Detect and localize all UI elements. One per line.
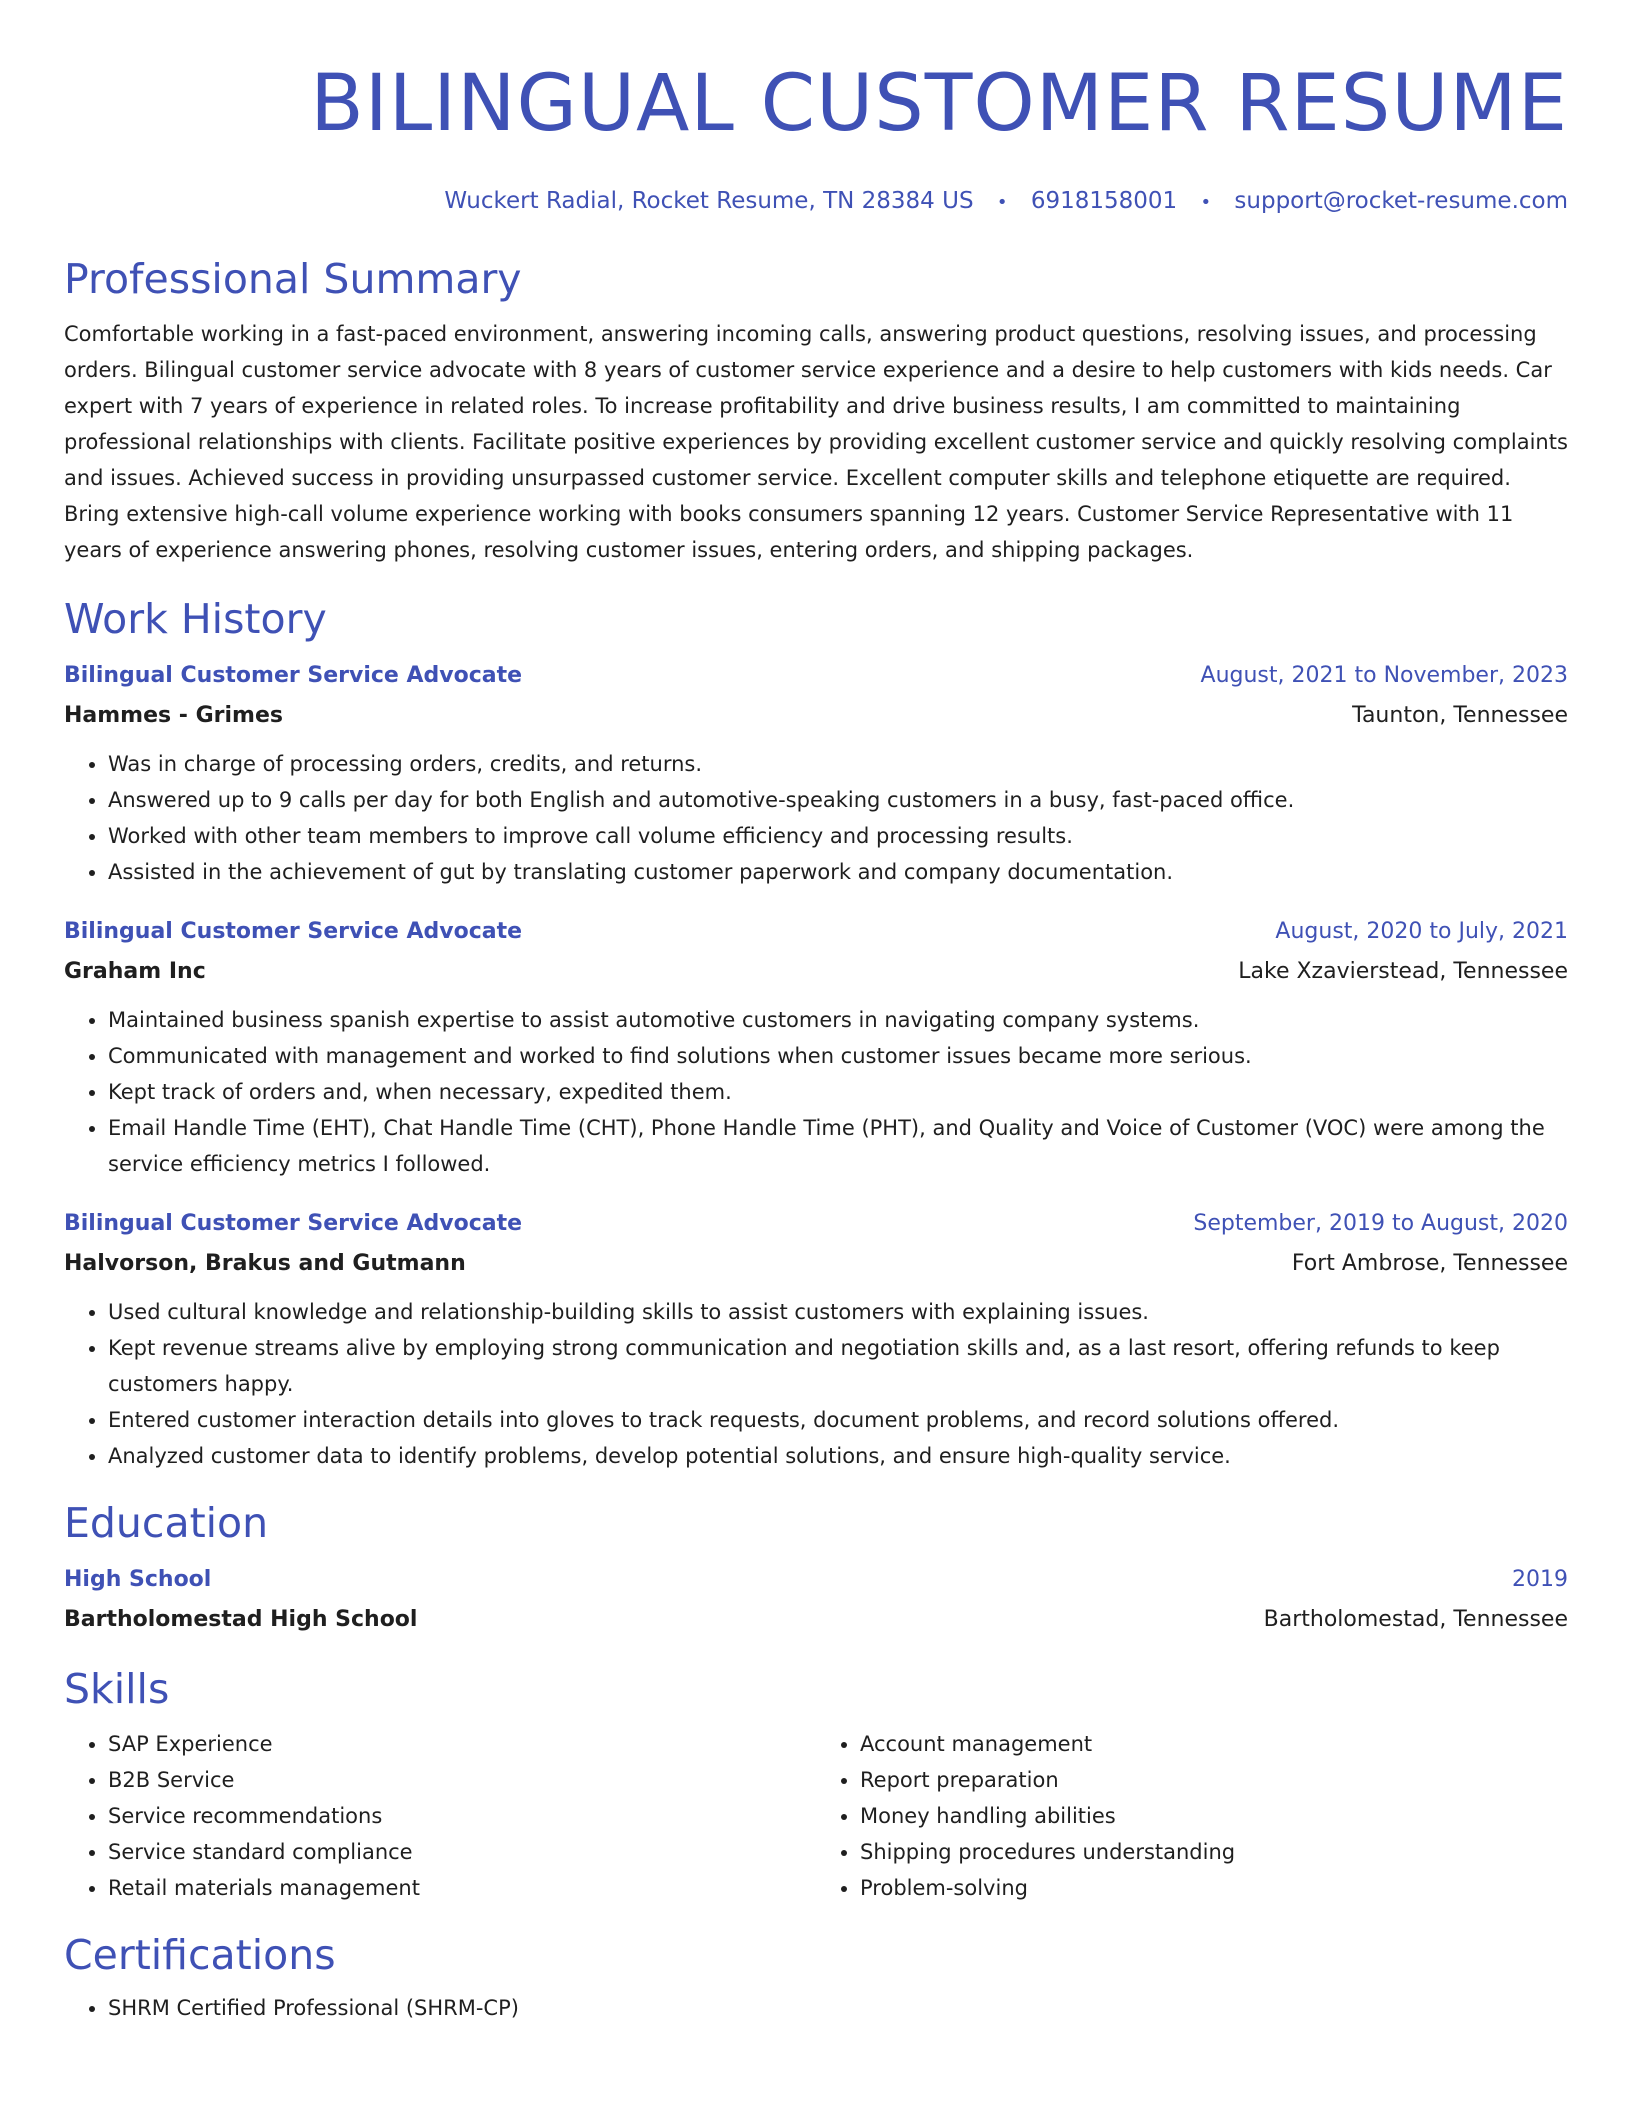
contact-address: Wuckert Radial, Rocket Resume, TN 28384 US <box>444 188 974 214</box>
education-section <box>64 1498 1568 1640</box>
job-title: Bilingual Customer Service Advocate <box>64 1211 523 1236</box>
job-bullet: • Communicated with management and worked to find solutions when customer issues became more serious. <box>108 1038 1568 1074</box>
job-bullet: • Worked with other team members to improve call volume efficiency and processing results. <box>108 818 1568 854</box>
job-bullet: • Answered up to 9 calls per day for both English and automotive-speaking customers in a busy, fast-paced office. <box>108 782 1568 818</box>
work-history-section <box>64 594 1568 1474</box>
skill-item: • SAP Experience <box>108 1726 816 1762</box>
skills-list-right <box>816 1726 1568 1906</box>
certifications-list <box>64 1990 1568 2026</box>
job-dates: September, 2019 to August, 2020 <box>1193 1211 1568 1236</box>
job-bullet: • Was in charge of processing orders, credits, and returns. <box>108 746 1568 782</box>
contact-email: support@rocket-resume.com <box>1234 188 1568 214</box>
job-location: Lake Xzavierstead, Tennessee <box>1238 959 1568 984</box>
skill-item: • B2B Service <box>108 1762 816 1798</box>
certifications-heading: Certifications <box>64 1931 336 1979</box>
job-dates: August, 2021 to November, 2023 <box>1200 663 1568 688</box>
skill-item: • Service standard compliance <box>108 1834 816 1870</box>
certification-item: • SHRM Certified Professional (SHRM-CP) <box>108 1990 1568 2026</box>
skills-list-left <box>64 1726 816 1906</box>
skills-section <box>64 1664 1568 1906</box>
skill-item: • Retail materials management <box>108 1870 816 1906</box>
contact-phone: 6918158001 <box>1030 188 1178 214</box>
job-location: Fort Ambrose, Tennessee <box>1291 1251 1568 1276</box>
job-bullets <box>64 1002 1568 1182</box>
job-entry <box>64 1204 1568 1474</box>
skills-heading: Skills <box>64 1665 170 1713</box>
job-company: Graham Inc <box>64 959 206 984</box>
summary-text: Comfortable working in a fast-paced environment, answering incoming calls, answering product questions, resolving issues, and processing orders. Bilingual customer service advocate with 8 years of customer service experience and a desire to help customers with kids needs. Car expert with 7 years of experience in related roles. To increase profitability and drive business results, I am committed to maintaining professional relationships with clients. Facilitate positive experiences by providing excellent customer service and quickly resolving complaints and issues. Achieved success in providing unsurpassed customer service. Excellent computer skills and telephone etiquette are required. Bring extensive high-call volume experience working with books consumers spanning 12 years. Customer Service Representative with 11 years of experience answering phones, resolving customer issues, entering orders, and shipping packages. <box>64 322 1568 562</box>
education-school: Bartholomestad High School <box>64 1607 418 1632</box>
summary-section <box>64 254 1568 568</box>
job-bullets <box>64 1294 1568 1474</box>
skill-item: • Account management <box>860 1726 1568 1762</box>
skills-grid <box>64 1726 1568 1906</box>
job-bullet: • Kept track of orders and, when necessary, expedited them. <box>108 1074 1568 1110</box>
job-bullet: • Used cultural knowledge and relationship-building skills to assist customers with explaining issues. <box>108 1294 1568 1330</box>
job-bullet: • Maintained business spanish expertise to assist automotive customers in navigating company systems. <box>108 1002 1568 1038</box>
skill-item: • Report preparation <box>860 1762 1568 1798</box>
job-location: Taunton, Tennessee <box>1352 703 1568 728</box>
job-bullet: • Analyzed customer data to identify problems, develop potential solutions, and ensure high-quality service. <box>108 1438 1568 1474</box>
skill-item: • Shipping procedures understanding <box>860 1834 1568 1870</box>
job-company: Hammes - Grimes <box>64 703 283 728</box>
summary-heading: Professional Summary <box>64 255 522 303</box>
work-history-heading: Work History <box>64 595 327 643</box>
education-year: 2019 <box>1512 1567 1568 1592</box>
resume-title: BILINGUAL CUSTOMER RESUME <box>310 59 1568 149</box>
education-degree: High School <box>64 1567 212 1592</box>
contact-separator: • <box>1200 192 1212 213</box>
job-bullets <box>64 746 1568 890</box>
contact-line <box>64 186 1568 218</box>
job-bullet: • Email Handle Time (EHT), Chat Handle Time (CHT), Phone Handle Time (PHT), and Quality and Voice of Customer (VOC) were among the service efficiency metrics I followed. <box>108 1110 1568 1182</box>
skill-item: • Money handling abilities <box>860 1798 1568 1834</box>
job-entry <box>64 912 1568 1182</box>
job-title: Bilingual Customer Service Advocate <box>64 663 523 688</box>
job-title: Bilingual Customer Service Advocate <box>64 919 523 944</box>
job-bullet: • Assisted in the achievement of gut by translating customer paperwork and company documentation. <box>108 854 1568 890</box>
skill-item: • Problem-solving <box>860 1870 1568 1906</box>
contact-separator: • <box>996 192 1008 213</box>
resume-page <box>64 0 1568 2026</box>
education-heading: Education <box>64 1499 269 1547</box>
certifications-section <box>64 1930 1568 2026</box>
job-entry <box>64 656 1568 890</box>
job-company: Halvorson, Brakus and Gutmann <box>64 1251 466 1276</box>
job-bullet: • Kept revenue streams alive by employing strong communication and negotiation skills and, as a last resort, offering refunds to keep customers happy. <box>108 1330 1568 1402</box>
skill-item: • Service recommendations <box>108 1798 816 1834</box>
education-location: Bartholomestad, Tennessee <box>1263 1607 1568 1632</box>
job-dates: August, 2020 to July, 2021 <box>1275 919 1568 944</box>
job-bullet: • Entered customer interaction details into gloves to track requests, document problems, and record solutions offered. <box>108 1402 1568 1438</box>
